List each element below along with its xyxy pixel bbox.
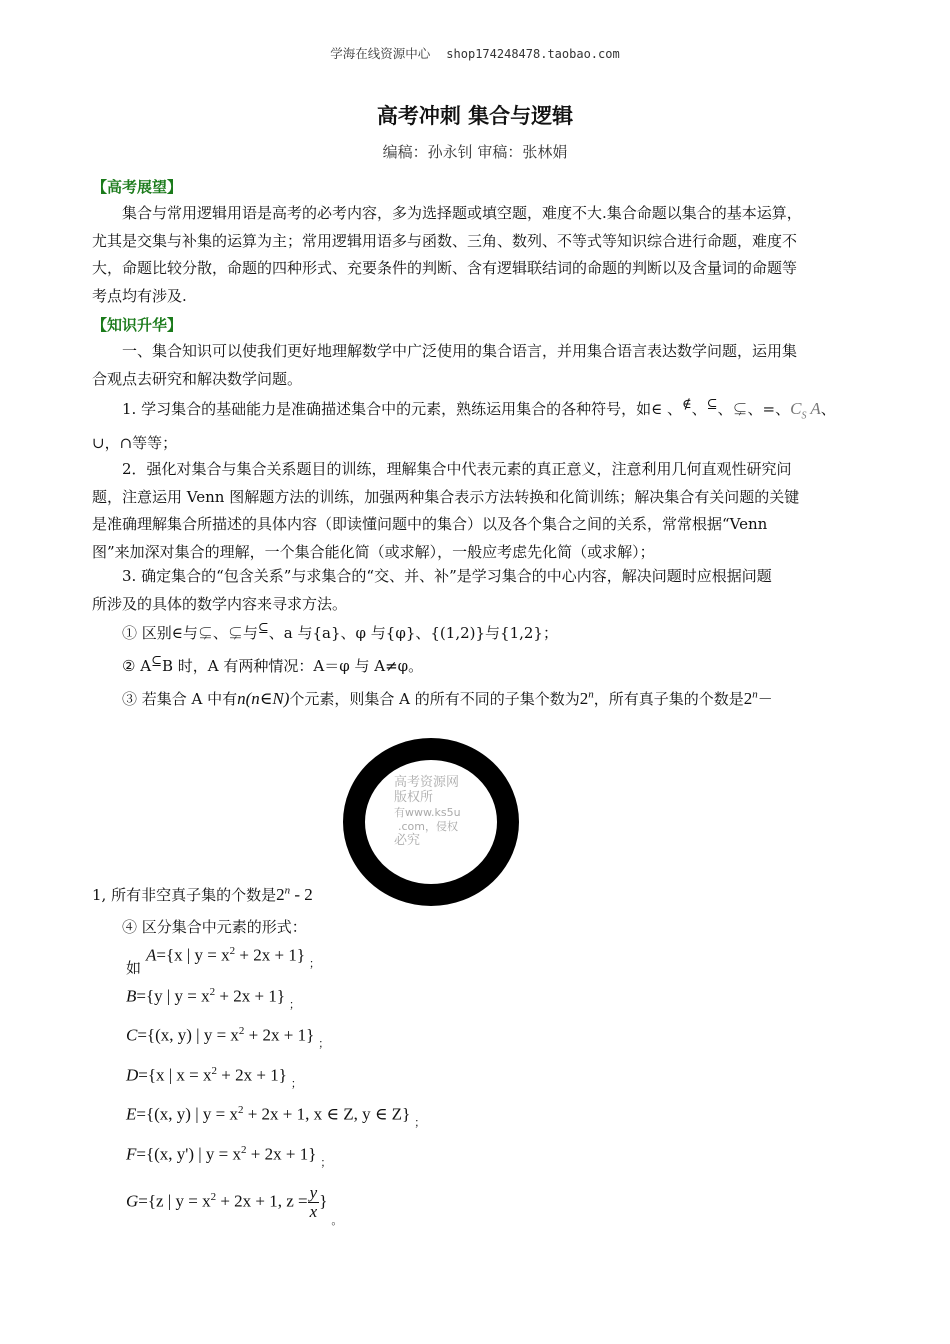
item1-text: 1. 学习集合的基础能力是准确描述集合中的元素，熟练运用集合的各种符号，如∈ 、 [122, 400, 682, 418]
watermark-ring-image [342, 738, 520, 906]
minus-sign: － [757, 690, 773, 708]
item3-line: 3. 确定集合的“包含关系”与求集合的“交、并、补”是学习集合的中心内容，解决问题时应根据问题 [122, 567, 772, 585]
point1-rest: 、a 与{a}、φ 与{φ}、{(1,2)}与{1,2}； [268, 624, 558, 642]
point2-line [122, 655, 423, 676]
point3-text2: 个元素，则集合 A 的所有不同的子集个数为 [289, 690, 580, 708]
item2-paragraph [92, 456, 862, 566]
equation-g: G={z | $y = x^2 + 2x + 1$, z = $\frac{y}{x}$ }$_。$ [126, 1183, 343, 1228]
equation-a: A={x | $y = x^2 + 2x + 1$} $_;$ [146, 945, 320, 970]
section-heading-outlook: 【高考展望】 [92, 178, 183, 196]
not-in-symbol: ∉ [681, 397, 692, 412]
ru-label: 如 [126, 959, 142, 977]
watermark-line: 有www.ks5u [394, 806, 461, 819]
item1-rest: 、⊊、=、 [717, 400, 791, 418]
subset-symbol: ⊆ [151, 654, 162, 669]
site-name: 学海在线资源中心 [330, 46, 431, 61]
point2-text: ② A [122, 657, 152, 675]
point2-rest: B 时，A 有两种情况：A＝φ 与 A≠φ。 [161, 657, 424, 675]
intro-line: 一、集合知识可以使我们更好地理解数学中广泛使用的集合语言，并用集合语言表达数学问题，运用集 [122, 342, 798, 360]
equation-d: D={x | $x = x^2 + 2x + 1$} $_;$ [126, 1065, 302, 1090]
subset-symbol: ⊆ [706, 397, 718, 412]
watermark-line: 高考资源网 [394, 775, 460, 790]
point3-text3: ，所有真子集的个数是 [593, 690, 744, 708]
point3b-text: 1, 所有非空真子集的个数是 [92, 886, 277, 904]
point4-line: ④ 区分集合中元素的形式： [122, 918, 307, 936]
shop-url: shop174248478.taobao.com [446, 47, 620, 61]
point3-line [122, 688, 773, 709]
point1-text: ① 区别∈与⊊、⊊与 [122, 624, 258, 642]
item1-end: 、 [820, 400, 836, 418]
watermark-line: 必究 [394, 833, 421, 848]
equation-b: B={y | $y = x^2 + 2x + 1$} $_;$ [126, 986, 300, 1011]
item1-sep: 、 [691, 400, 707, 418]
page-title: 高考冲刺 集合与逻辑 [376, 104, 574, 128]
item1-line [122, 398, 836, 421]
subset-symbol: ⊆ [257, 621, 269, 636]
knowledge-intro [92, 338, 862, 393]
equation-f: F={(x, y') | $y = x^2 + 2x + 1$} $_;$ [126, 1144, 332, 1169]
fraction-y-over-x: $\frac{y}{x}$ [309, 1183, 318, 1221]
ring-svg [342, 738, 520, 906]
item3-line: 所涉及的具体的数学内容来寻求方法。 [92, 594, 348, 613]
item2-line: 题，注意运用 Venn 图解题方法的训练，加强两种集合表示方法转换和化简训练；解决集合有关问题的关键 [92, 487, 800, 506]
power-expression: 2$^n$ [579, 688, 594, 708]
power-expression: 2$^n$ [743, 688, 758, 708]
outlook-line: 大，命题比较分散，命题的四种形式、充要条件的判断、含有逻辑联结词的命题的判断以及含量词的命题等 [92, 259, 798, 277]
item3-paragraph [92, 563, 862, 618]
editors-line: 编稿：孙永钊 审稿：张林娟 [382, 143, 568, 161]
outlook-paragraph [92, 200, 862, 310]
point1-line [122, 622, 558, 643]
n-in-n-expression: n(n∈N) [237, 689, 290, 708]
page-header [0, 44, 950, 62]
outlook-line: 尤其是交集与补集的运算为主；常用逻辑用语多与函数、三角、数列、不等式等知识综合进行命题，难度不 [92, 231, 798, 250]
section-heading-knowledge: 【知识升华】 [92, 316, 183, 334]
point3b-line [92, 884, 313, 905]
equation-c: C={(x, y) | $y = x^2 + 2x + 1$} $_;$ [126, 1025, 330, 1050]
outlook-line: 集合与常用逻辑用语是高考的必考内容，多为选择题或填空题，难度不大.集合命题以集合的基本运算， [122, 204, 802, 222]
item2-line: 2．强化对集合与集合关系题目的训练，理解集合中代表元素的真正意义，注意利用几何直观性研究问 [122, 460, 792, 478]
item2-line: 是准确理解集合所描述的具体内容（即读懂问题中的集合）以及各个集合之间的关系，常常根据“Venn [92, 515, 768, 533]
watermark-line: .com，侵权 [398, 820, 458, 833]
item1-line2: ∪，∩等等； [92, 434, 178, 452]
point3-text: ③ 若集合 A 中有 [122, 690, 238, 708]
outlook-line: 考点均有涉及. [92, 286, 187, 305]
watermark-line: 版权所 [394, 790, 434, 805]
item2-line: 图”来加深对集合的理解，一个集合能化简（或求解），一般应考虑先化简（或求解）； [92, 542, 655, 561]
intro-line: 合观点去研究和解决数学问题。 [92, 369, 303, 388]
power-expression: 2$^n$ - 2 [276, 884, 313, 904]
complement-symbol: $C_S$ A [790, 399, 821, 422]
equation-e: E={(x, y) | $y = x^2 + 2x + 1$, x ∈ Z, y ∈ Z} $_;$ [126, 1104, 426, 1129]
